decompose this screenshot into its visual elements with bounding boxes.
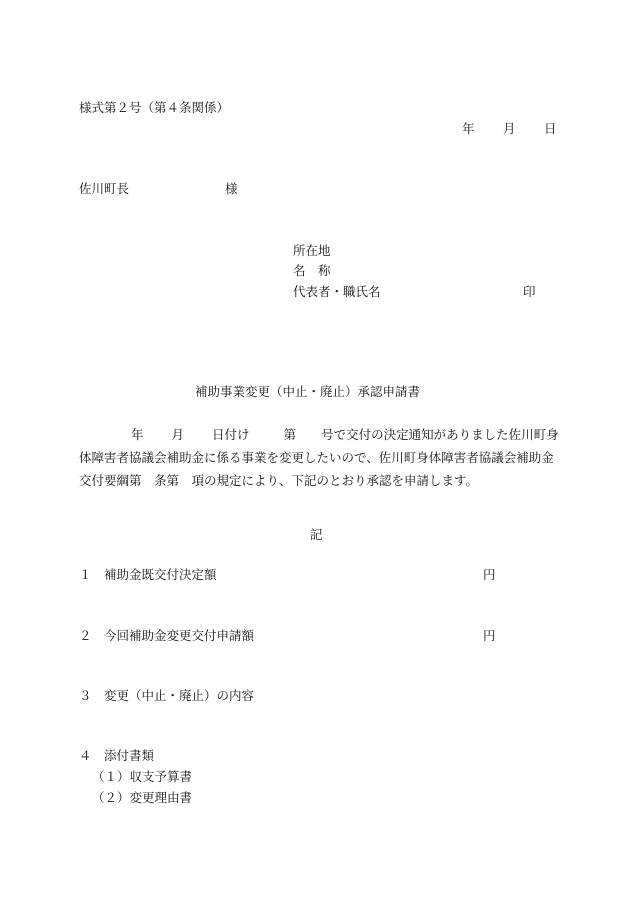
applicant-address-label: 所在地	[293, 243, 331, 258]
intro-year: 年	[131, 427, 144, 442]
applicant-name-label: 名 称	[293, 263, 331, 278]
intro-body: 号で交付の決定通知がありました佐川町身体障害者協議会補助金に係る事業を変更したいので、佐川町身体障害者協議会補助金交付要綱第 条第 項の規定により、下記のとおり承認を申請します。	[79, 427, 559, 488]
attachment-2: （２）変更理由書	[92, 790, 193, 805]
item-1-label: 補助金既交付決定額	[104, 567, 217, 582]
intro-day: 日付け	[212, 427, 250, 442]
item-4-number: ４	[79, 748, 92, 763]
item-3-label: 変更（中止・廃止）の内容	[104, 688, 255, 703]
date-day: 日	[544, 121, 557, 136]
seal-mark: 印	[523, 284, 536, 299]
item-2-number: ２	[79, 628, 92, 643]
date-year: 年	[462, 121, 475, 136]
intro-month: 月	[171, 427, 185, 442]
item-2-unit: 円	[483, 628, 496, 643]
item-1-unit: 円	[483, 567, 496, 582]
intro-dai: 第	[283, 427, 297, 442]
applicant-rep-label: 代表者・職氏名	[293, 284, 381, 299]
document-title: 補助事業変更（中止・廃止）承認申請書	[195, 384, 421, 399]
date-month: 月	[503, 121, 516, 136]
addressee-honorific: 様	[225, 181, 238, 196]
item-3-number: ３	[79, 688, 92, 703]
ki-heading: 記	[310, 527, 323, 542]
form-number: 様式第２号（第４条関係）	[79, 100, 230, 115]
item-2-label: 今回補助金変更交付申請額	[104, 628, 255, 643]
item-1-number: １	[79, 567, 92, 582]
addressee-name: 佐川町長	[79, 181, 130, 196]
attachment-1: （１）収支予算書	[92, 769, 193, 784]
intro-paragraph	[79, 423, 559, 492]
item-4-label: 添付書類	[104, 748, 155, 763]
